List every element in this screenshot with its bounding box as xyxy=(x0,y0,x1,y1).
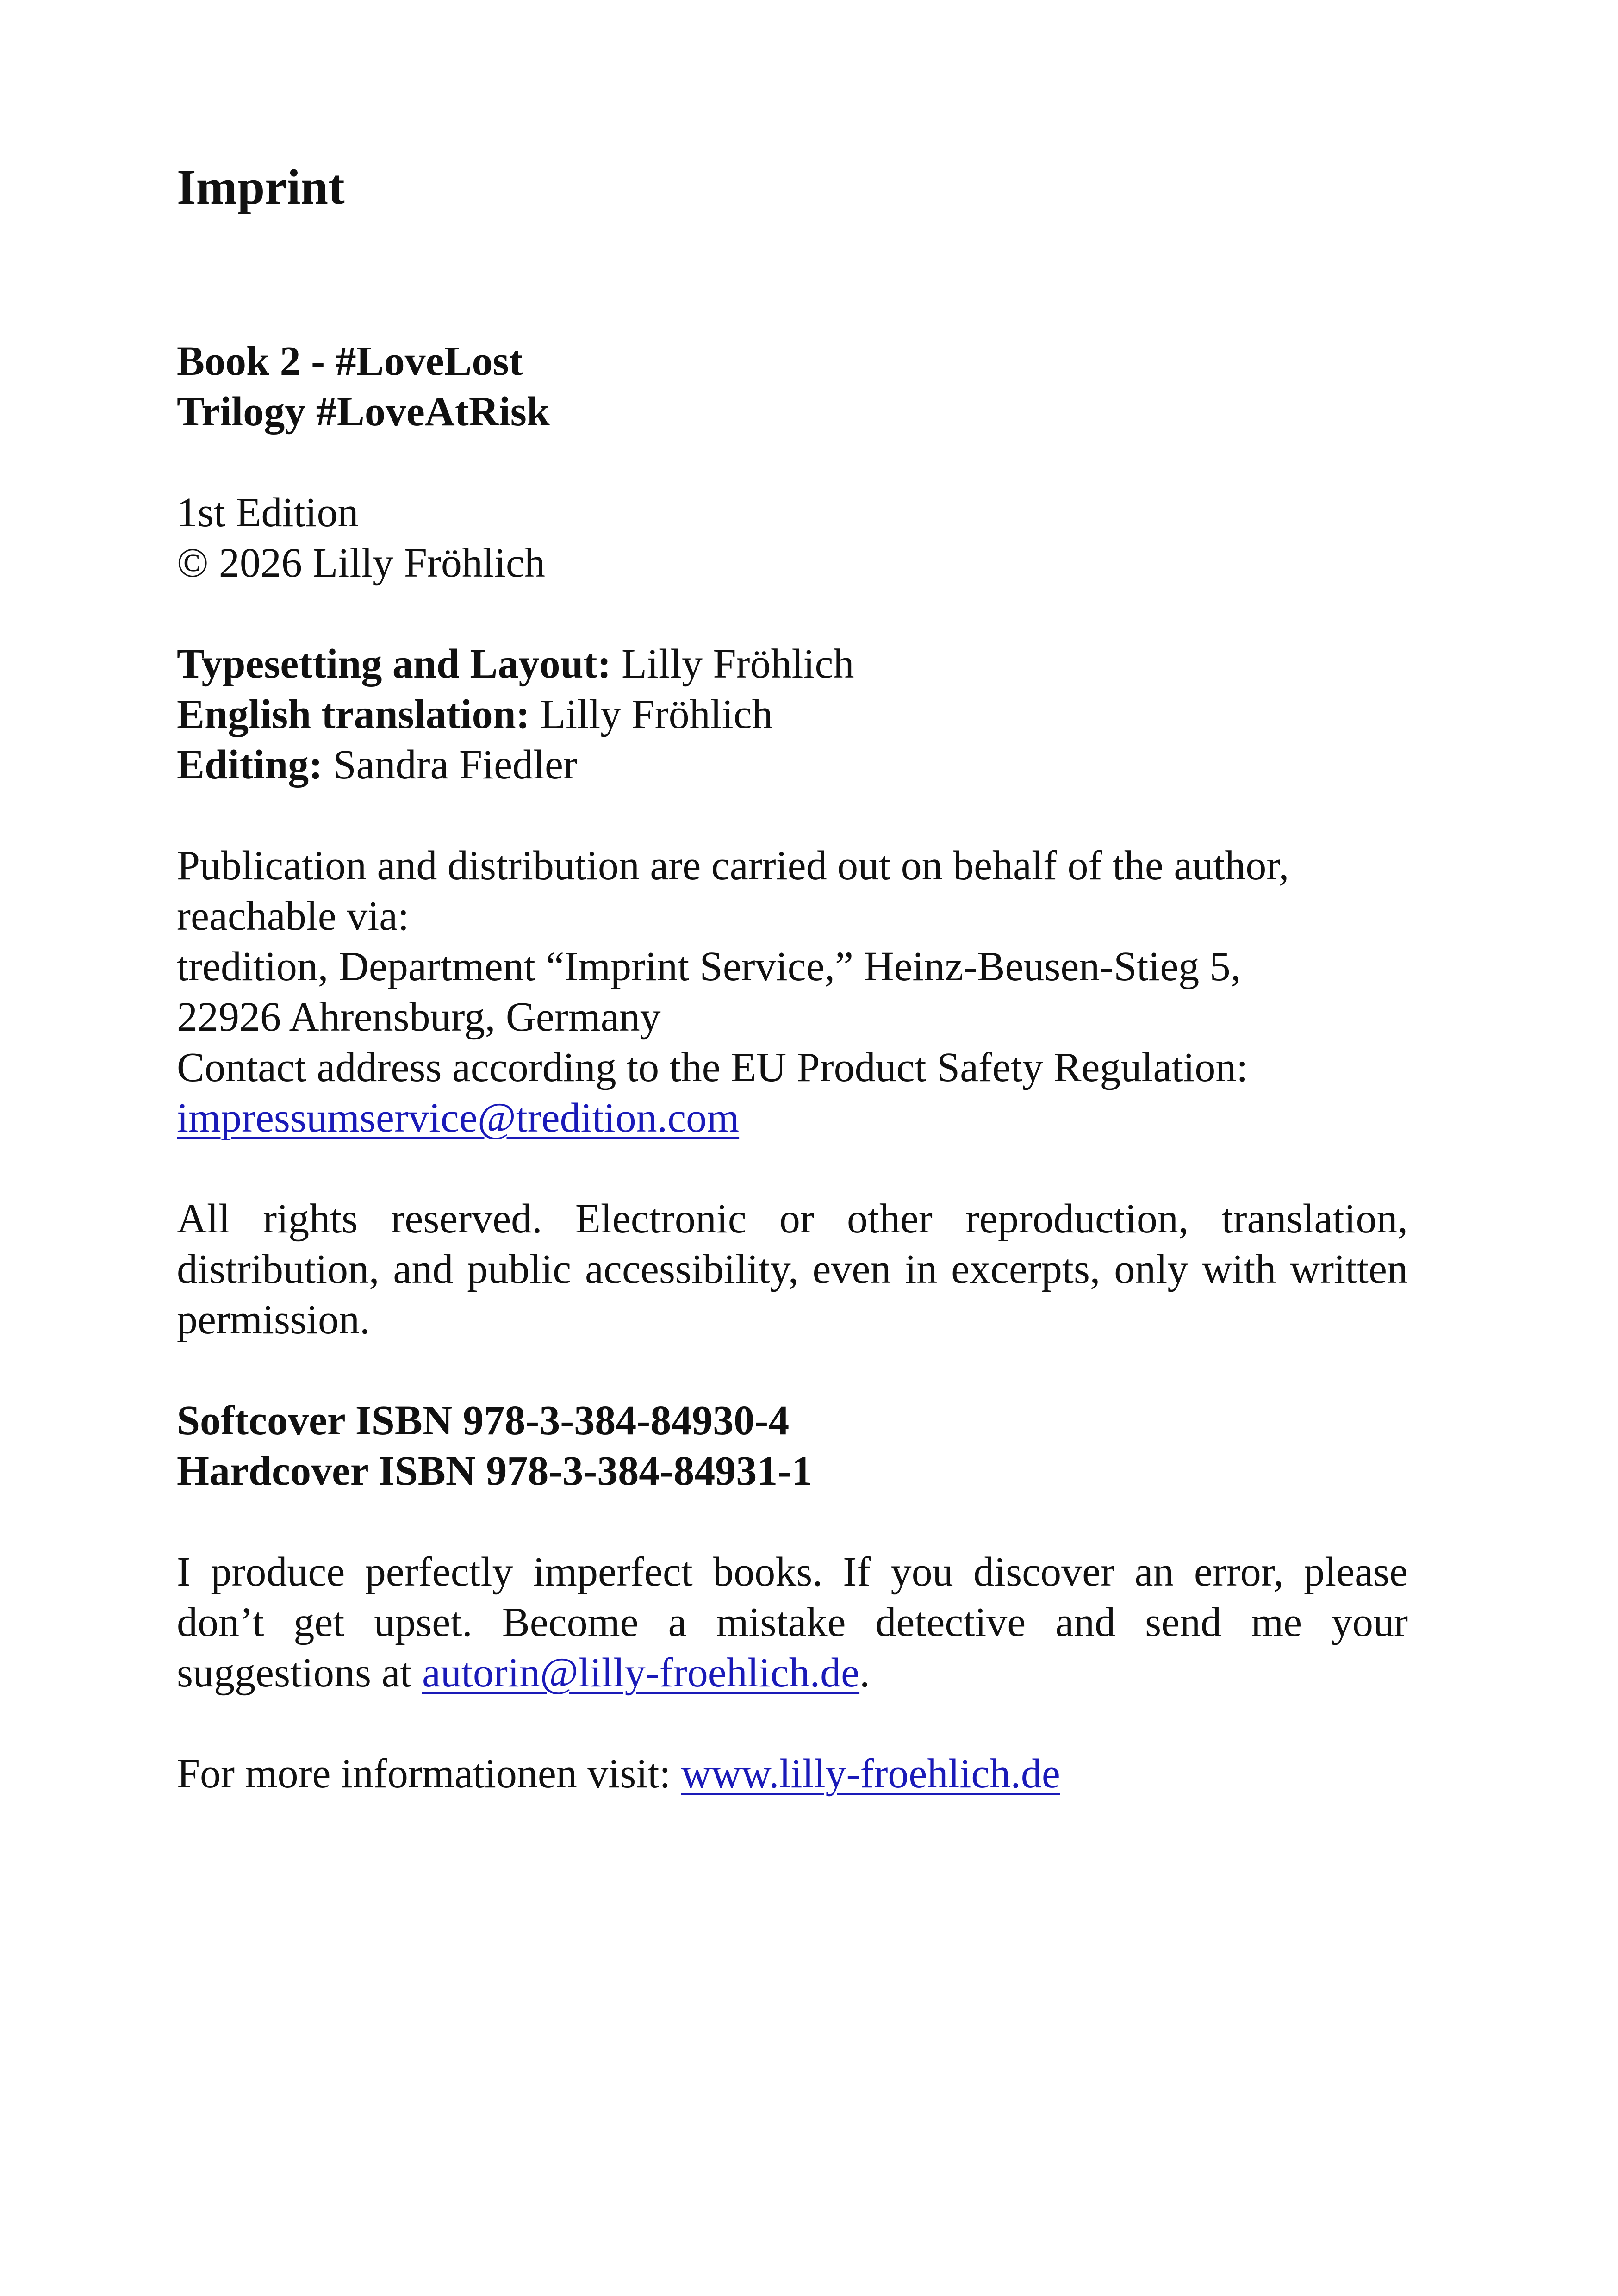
credit-value: Lilly Fröhlich xyxy=(529,691,773,737)
publication-line: Publication and distribution are carried out on behalf of the author, xyxy=(177,843,1289,889)
contact-label: Contact address according to the EU Product Safety Regulation: xyxy=(177,1045,1248,1090)
more-info-line xyxy=(177,1748,1408,1799)
rights-notice: All rights reserved. Electronic or other reproduction, translation, distribution, and public accessibility, even in excerpts, only with written permission. xyxy=(177,1196,1408,1343)
isbn-block xyxy=(177,1395,1408,1496)
credit-label: English translation: xyxy=(177,691,530,737)
more-info-label: For more informationen visit: xyxy=(177,1751,681,1797)
book-title-block xyxy=(177,336,1408,437)
error-notice-end: . xyxy=(859,1650,870,1696)
error-notice xyxy=(177,1547,1408,1698)
publication-block xyxy=(177,840,1408,1143)
trilogy-title: Trilogy #LoveAtRisk xyxy=(177,389,550,435)
credit-label: Editing: xyxy=(177,742,323,788)
contact-email-link[interactable]: impressumservice@tredition.com xyxy=(177,1095,740,1141)
credit-editing xyxy=(177,740,1408,790)
publisher-address-line: tredition, Department “Imprint Service,” Heinz-Beusen-Stieg 5, xyxy=(177,944,1241,989)
website-link[interactable]: www.lilly-froehlich.de xyxy=(681,1751,1060,1797)
contact-email-line xyxy=(177,1093,1408,1143)
credits-block xyxy=(177,639,1408,790)
page-title: Imprint xyxy=(177,160,345,215)
imprint-page xyxy=(177,157,1408,1849)
author-email-link[interactable]: autorin@lilly-froehlich.de xyxy=(422,1650,860,1696)
hardcover-isbn: Hardcover ISBN 978-3-384-84931-1 xyxy=(177,1448,813,1494)
credit-label: Typesetting and Layout: xyxy=(177,641,611,687)
credit-translation xyxy=(177,689,1408,740)
credit-typesetting xyxy=(177,639,1408,689)
edition-label: 1st Edition xyxy=(177,490,359,535)
edition-block xyxy=(177,487,1408,588)
softcover-isbn: Softcover ISBN 978-3-384-84930-4 xyxy=(177,1398,790,1444)
copyright-line: © 2026 Lilly Fröhlich xyxy=(177,540,545,586)
publisher-address-line: 22926 Ahrensburg, Germany xyxy=(177,994,661,1040)
credit-value: Sandra Fiedler xyxy=(323,742,577,788)
publication-line: reachable via: xyxy=(177,893,410,939)
error-notice-text: I produce perfectly imperfect books. If you discover an error, please don’t get upset. Become a mistake detective and send me your suggestions at xyxy=(177,1549,1408,1696)
credit-value: Lilly Fröhlich xyxy=(611,641,854,687)
book-title: Book 2 - #LoveLost xyxy=(177,338,523,384)
